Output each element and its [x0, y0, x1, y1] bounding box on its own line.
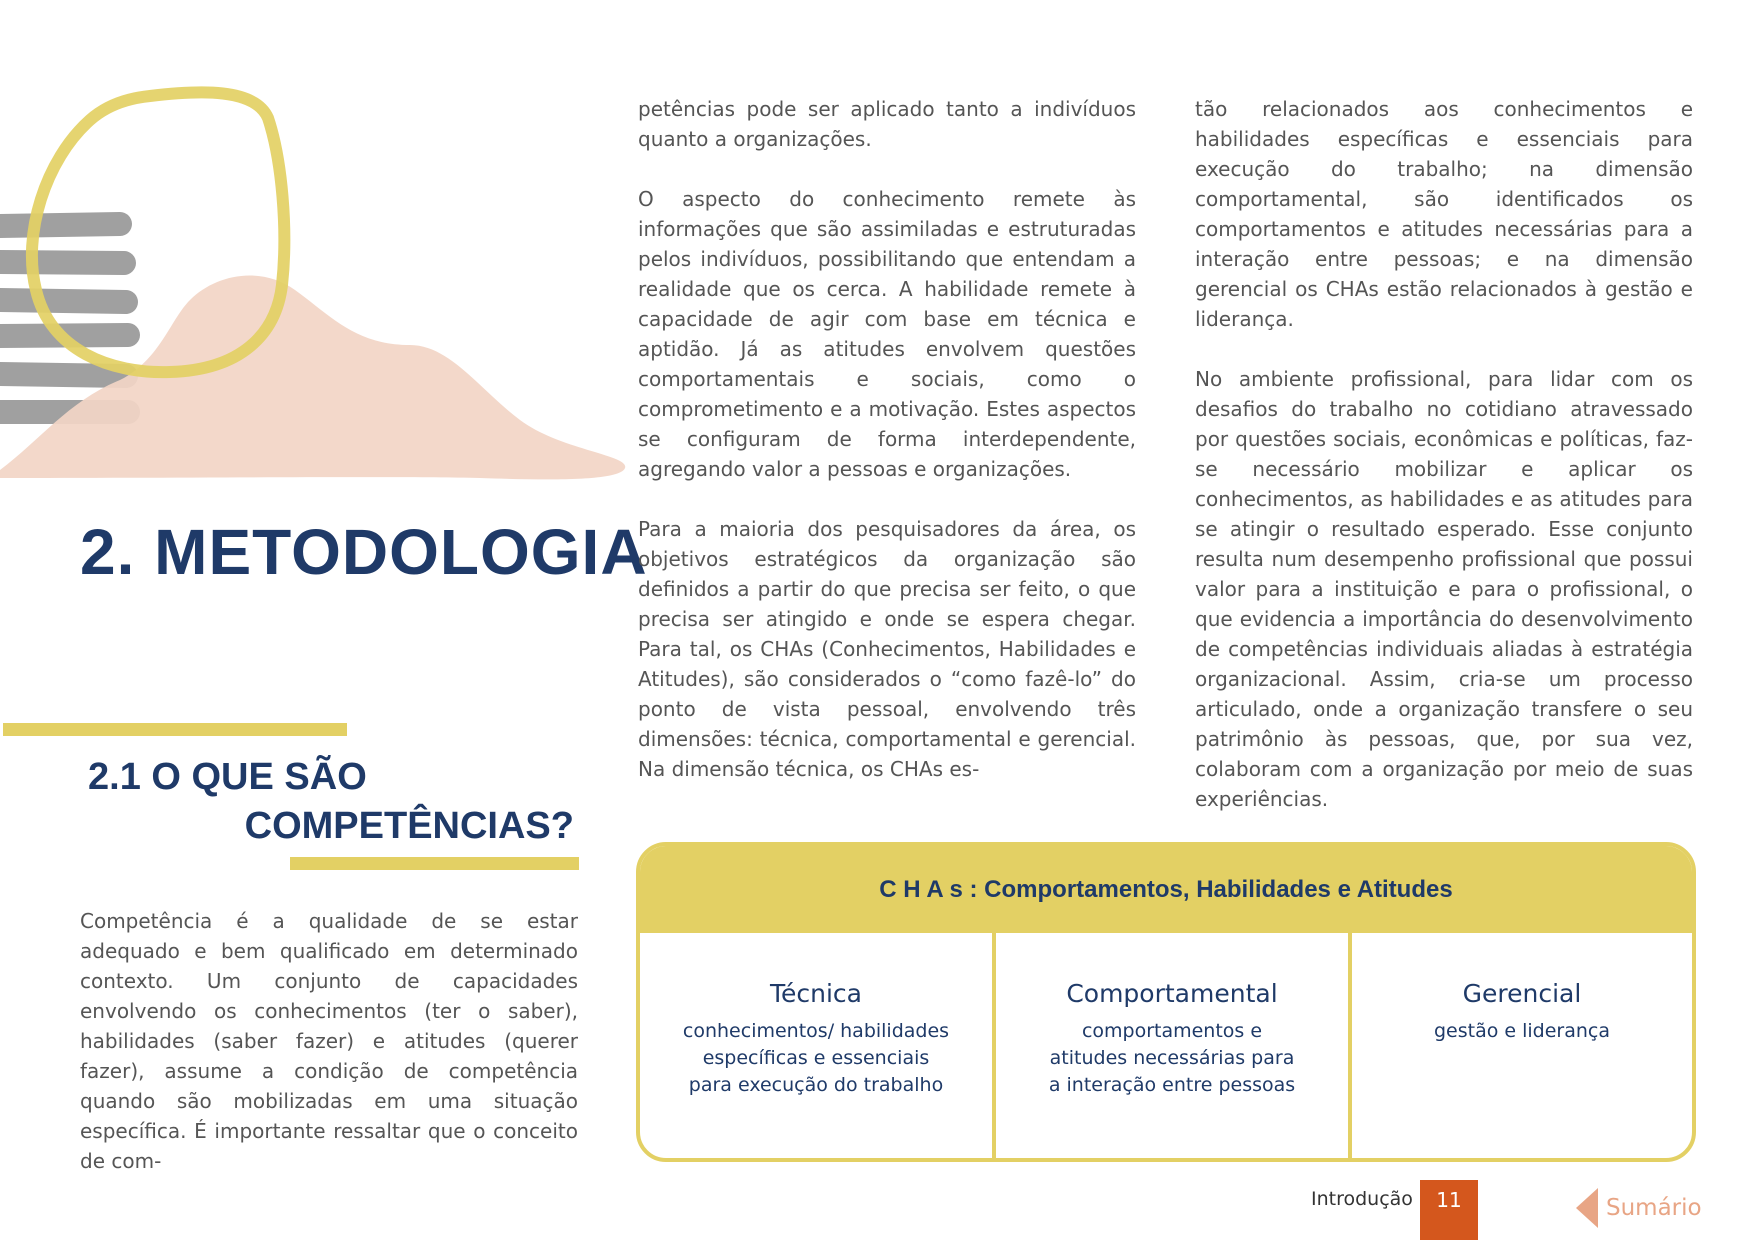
sumario-link[interactable]: [1576, 1188, 1702, 1228]
subsection-title-line1: 2.1 O QUE SÃO: [88, 756, 367, 798]
section-title: 2. METODOLOGIA: [80, 516, 648, 588]
cha-description-line: para execução do trabalho: [688, 1074, 944, 1096]
sumario-label[interactable]: Sumário: [1606, 1195, 1702, 1221]
cha-description-line: comportamentos e: [1081, 1020, 1263, 1042]
cha-column-comportamental: [992, 933, 1348, 1162]
cha-column-tecnica: [640, 933, 992, 1162]
cha-column-title: Comportamental: [1066, 979, 1278, 1008]
cha-description-line: atitudes necessárias para: [1049, 1047, 1295, 1069]
cha-description-line: conhecimentos/ habilidades: [682, 1020, 950, 1042]
paragraph: No ambiente profissional, para lidar com os desafios do trabalho no cotidiano atravessado por questões sociais, econômicas e políticas, faz-se necessário mobilizar e aplicar os conhecimentos, as habilidades e as atitudes para se atingir o resultado esperado. Esse conjunto resulta num desempenho profissional que possui valor para a instituição e para o profissional, o que evidencia a importância do desenvolvimento de competências individuais aliadas à estratégia organizacional. Assim, cria-se um processo articulado, onde a organização transfere o seu patrimônio às pessoas, que, por sua vez, colaboram com a organização por meio de suas experiências.: [1195, 367, 1693, 811]
triangle-left-icon: [1576, 1188, 1598, 1228]
body-column-middle: [638, 94, 1136, 784]
body-column-left: [80, 906, 578, 1176]
cha-column-description: [640, 1018, 992, 1099]
cha-description-line: gestão e liderança: [1433, 1020, 1611, 1042]
subsection-title-line2: COMPETÊNCIAS?: [244, 805, 574, 847]
paragraph: Competência é a qualidade de se estar adequado e bem qualificado em determinado contexto. Um conjunto de capacidades envolvendo os conhecimentos (ter o saber), habilidades (saber fazer) e atitudes (querer fazer), assume a condição de competência quando são mobilizadas em uma situação específica. É importante ressaltar que o conceito de com-: [80, 909, 578, 1173]
footer-section-link[interactable]: Introdução: [1311, 1188, 1413, 1210]
body-column-right: [1195, 94, 1693, 814]
cha-column-title: Gerencial: [1462, 979, 1582, 1008]
paragraph: tão relacionados aos conhecimentos e habilidades específicas e essenciais para execução do trabalho; na dimensão comportamental, são identificados os comportamentos e atitudes necessárias para a interação entre pessoas; e na dimensão gerencial os CHAs estão relacionados à gestão e liderança.: [1195, 97, 1693, 331]
cha-column-title: Técnica: [769, 979, 862, 1008]
decorative-illustration: [0, 0, 640, 500]
gray-stripes: [0, 224, 128, 412]
cha-box-title: C H A s : Comportamentos, Habilidades e Atitudes: [640, 846, 1692, 933]
page-number: 11: [1420, 1180, 1478, 1240]
cha-description-line: específicas e essenciais: [702, 1047, 930, 1069]
cha-column-gerencial: [1348, 933, 1692, 1162]
paragraph: Para a maioria dos pesquisadores da área, os objetivos estratégicos da organização são definidos a partir do que precisa ser feito, o que precisa ser atingido e onde se espera chegar. Para tal, os CHAs (Conhecimentos, Habilidades e Atitudes), são considerados o “como fazê-lo” do ponto de vista pessoal, envolvendo três dimensões: técnica, comportamental e gerencial. Na dimensão técnica, os CHAs es-: [638, 517, 1136, 781]
heading-accent-bar: [290, 857, 579, 870]
cha-description-line: a interação entre pessoas: [1048, 1074, 1296, 1096]
cha-summary-box: [636, 842, 1696, 1162]
cha-column-description: [996, 1018, 1348, 1099]
heading-accent-bar: [3, 723, 347, 736]
paragraph: O aspecto do conhecimento remete às informações que são assimiladas e estruturadas pelos indivíduos, possibilitando que entendam a realidade que os cerca. A habilidade remete à capacidade de agir com base em técnica e aptidão. Já as atitudes envolvem questões comportamentais e sociais, como o comprometimento e a motivação. Estes aspectos se configuram de forma interdependente, agregando valor a pessoas e organizações.: [638, 187, 1136, 481]
cha-column-description: [1352, 1018, 1692, 1045]
paragraph: petências pode ser aplicado tanto a indivíduos quanto a organizações.: [638, 97, 1136, 151]
